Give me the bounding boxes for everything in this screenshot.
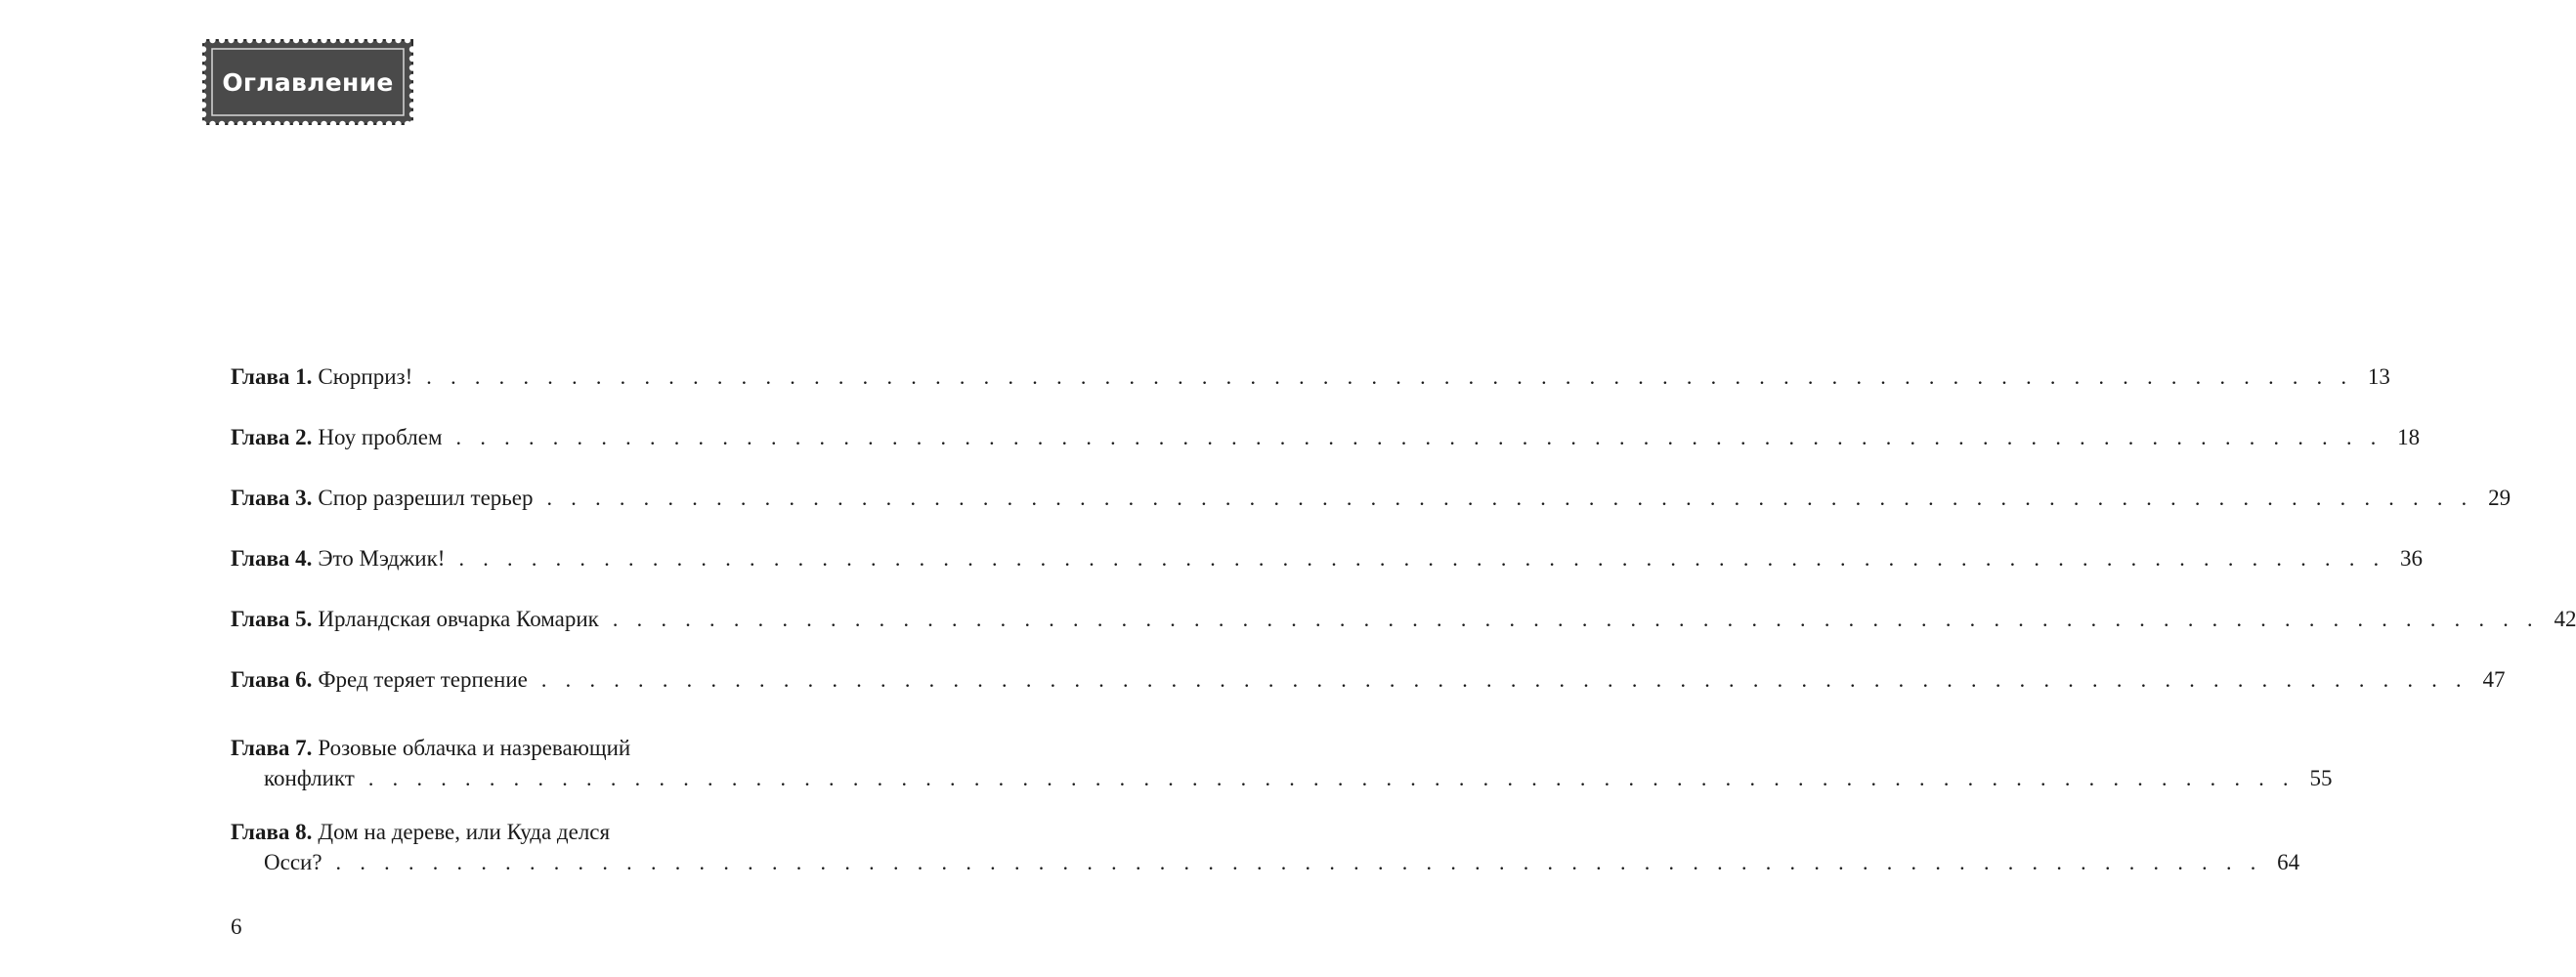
chapter-number: Глава 2. <box>231 425 313 449</box>
toc-entry[interactable] <box>231 543 2424 573</box>
dot-leader: . . . . . . . . . . . . . . . . . . . . . . . . . . . . . . . . . . . . . . . . . . . . . . . . . . . . . . . . . . . . . . . . . . . . . . . . . . . . . . . . <box>458 546 2386 571</box>
toc-page-number: 42 <box>2554 607 2576 631</box>
chapter-title: Это Мэджик! <box>318 546 446 571</box>
toc-entry[interactable] <box>231 422 2421 452</box>
toc-entry-line <box>231 422 2421 452</box>
page-number: 6 <box>231 914 242 939</box>
toc-page-number: 55 <box>2309 766 2333 790</box>
chapter-title: Ирландская овчарка Комарик <box>318 607 599 631</box>
chapter-title: Розовые облачка и назревающий <box>318 736 631 760</box>
toc-entry[interactable] <box>231 361 2390 392</box>
toc-page-number: 36 <box>2400 546 2424 571</box>
toc-entry[interactable] <box>231 817 2300 877</box>
chapter-title: Дом на дереве, или Куда делся <box>318 820 611 844</box>
dot-leader: . . . . . . . . . . . . . . . . . . . . . . . . . . . . . . . . . . . . . . . . . . . . . . . . . . . . . . . . . . . . . . . . . . . . . . . . . . . . . . . . <box>335 850 2263 874</box>
chapter-number: Глава 1. <box>231 364 313 389</box>
toc-page-number: 18 <box>2397 425 2421 449</box>
chapter-title: конфликт <box>264 766 355 790</box>
chapter-title: Фред теряет терпение <box>318 667 528 692</box>
contents-heading: Оглавление <box>222 67 394 97</box>
chapter-number: Глава 8. <box>231 820 313 844</box>
toc-entry-line <box>231 664 2506 695</box>
chapter-number: Глава 7. <box>231 736 313 760</box>
toc-entry-line <box>231 733 782 763</box>
toc-entry-line <box>231 847 2300 877</box>
dot-leader: . . . . . . . . . . . . . . . . . . . . . . . . . . . . . . . . . . . . . . . . . . . . . . . . . . . . . . . . . . . . . . . . . . . . . . . . . . . . . . . . <box>426 364 2353 389</box>
toc-entry[interactable] <box>231 483 2512 513</box>
dot-leader: . . . . . . . . . . . . . . . . . . . . . . . . . . . . . . . . . . . . . . . . . . . . . . . . . . . . . . . . . . . . . . . . . . . . . . . . . . . . . . . . <box>367 766 2296 790</box>
chapter-title: Сюрприз! <box>318 364 413 389</box>
toc-entry-line <box>231 543 2424 573</box>
toc-entry[interactable] <box>231 664 2506 695</box>
toc-entry[interactable] <box>231 733 2333 793</box>
contents-heading-stamp <box>200 37 415 127</box>
dot-leader: . . . . . . . . . . . . . . . . . . . . . . . . . . . . . . . . . . . . . . . . . . . . . . . . . . . . . . . . . . . . . . . . . . . . . . . . . . . . . . . . <box>612 607 2540 631</box>
chapter-number: Глава 4. <box>231 546 313 571</box>
chapter-title: Ноу проблем <box>318 425 443 449</box>
toc-entry-line <box>231 483 2512 513</box>
toc-entry-line <box>231 604 2576 634</box>
dot-leader: . . . . . . . . . . . . . . . . . . . . . . . . . . . . . . . . . . . . . . . . . . . . . . . . . . . . . . . . . . . . . . . . . . . . . . . . . . . . . . . . <box>455 425 2383 449</box>
toc-page-number: 64 <box>2277 850 2300 874</box>
toc-entry-line <box>231 361 2390 392</box>
chapter-number: Глава 3. <box>231 486 313 510</box>
toc-page-number: 13 <box>2367 364 2390 389</box>
chapter-number: Глава 6. <box>231 667 313 692</box>
toc-entry-line <box>231 817 782 847</box>
chapter-number: Глава 5. <box>231 607 313 631</box>
chapter-title: Спор разрешил терьер <box>318 486 534 510</box>
toc-page-number: 29 <box>2488 486 2512 510</box>
toc-entry[interactable] <box>231 604 2576 634</box>
chapter-title: Осси? <box>264 850 322 874</box>
dot-leader: . . . . . . . . . . . . . . . . . . . . . . . . . . . . . . . . . . . . . . . . . . . . . . . . . . . . . . . . . . . . . . . . . . . . . . . . . . . . . . . . <box>540 667 2469 692</box>
dot-leader: . . . . . . . . . . . . . . . . . . . . . . . . . . . . . . . . . . . . . . . . . . . . . . . . . . . . . . . . . . . . . . . . . . . . . . . . . . . . . . . . <box>546 486 2474 510</box>
toc-page-number: 47 <box>2482 667 2506 692</box>
toc-entry-line <box>231 763 2333 793</box>
